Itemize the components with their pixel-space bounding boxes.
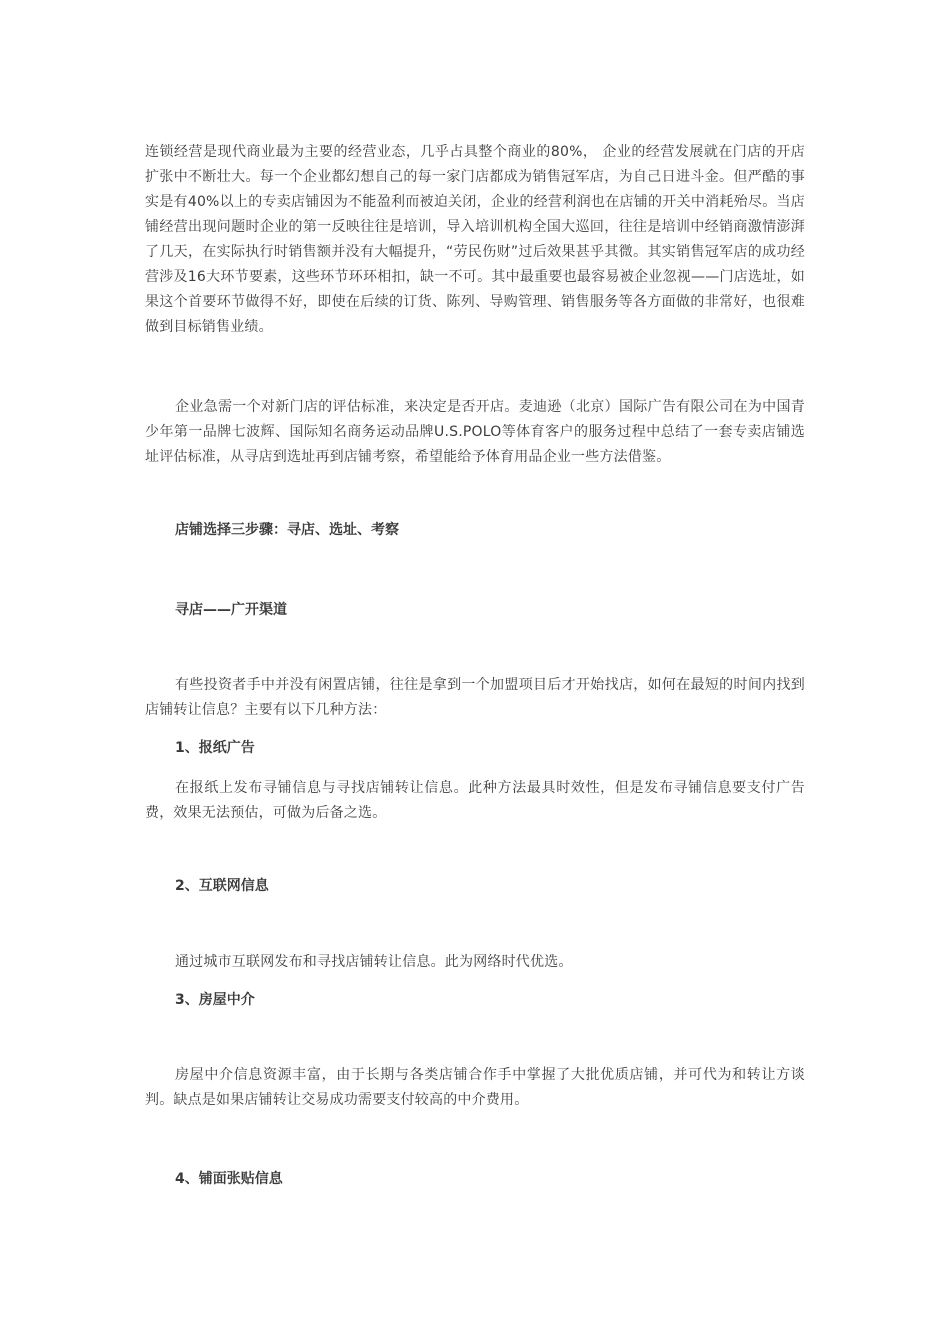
heading-newspaper-ads: 1、报纸广告 (175, 740, 255, 756)
heading-internet-info: 2、互联网信息 (175, 878, 269, 894)
paragraph-newspaper-ads: 在报纸上发布寻铺信息与寻找店铺转让信息。此种方法最具时效性，但是发布寻铺信息要支付广告费，效果无法预估，可做为后备之选。 (145, 780, 805, 821)
paragraph-internet-info: 通过城市互联网发布和寻找店铺转让信息。此为网络时代优选。 (175, 954, 573, 970)
heading-find-store: 寻店——广开渠道 (175, 602, 287, 618)
paragraph-intro: 连锁经营是现代商业最为主要的经营业态，几乎占具整个商业的80%， 企业的经营发展就在门店的开店扩张中不断壮大。每一个企业都幻想自己的每一家门店都成为销售冠军店，为自己日进斗金。但严酷的事实是有40%以上的专卖店铺因为不能盈利而被迫关闭，企业的经营利润也在店铺的开关中消耗殆尽。当店铺经营出现问题时企业的第一反映往往是培训，导入培训机构全国大巡回，往往是培训中经销商激情澎湃了几天，在实际执行时销售额并没有大幅提升，“劳民伤财”过后效果甚乎其微。其实销售冠军店的成功经营涉及16大环节要素，这些环节环环相扣，缺一不可。其中最重要也最容易被企业忽视——门店选址，如果这个首要环节做得不好，即使在后续的订货、陈列、导购管理、销售服务等各方面做的非常好，也很难做到目标销售业绩。 (145, 144, 805, 335)
paragraph-evaluation-standard: 企业急需一个对新门店的评估标准，来决定是否开店。麦迪逊（北京）国际广告有限公司在为中国青少年第一品牌七波辉、国际知名商务运动品牌U.S.POLO等体育客户的服务过程中总结了一套专卖店铺选址评估标准，从寻店到选址再到店铺考察，希望能给予体育用品企业一些方法借鉴。 (145, 399, 805, 465)
paragraph-real-estate-agency: 房屋中介信息资源丰富，由于长期与各类店铺合作手中掌握了大批优质店铺，并可代为和转让方谈判。缺点是如果店铺转让交易成功需要支付较高的中介费用。 (145, 1067, 805, 1108)
paragraph-find-methods: 有些投资者手中并没有闲置店铺，往往是拿到一个加盟项目后才开始找店，如何在最短的时间内找到店铺转让信息？主要有以下几种方法： (145, 677, 805, 718)
heading-shopfront-posting: 4、铺面张贴信息 (175, 1171, 283, 1187)
heading-three-steps: 店铺选择三步骤：寻店、选址、考察 (175, 522, 399, 538)
heading-real-estate-agency: 3、房屋中介 (175, 992, 255, 1008)
